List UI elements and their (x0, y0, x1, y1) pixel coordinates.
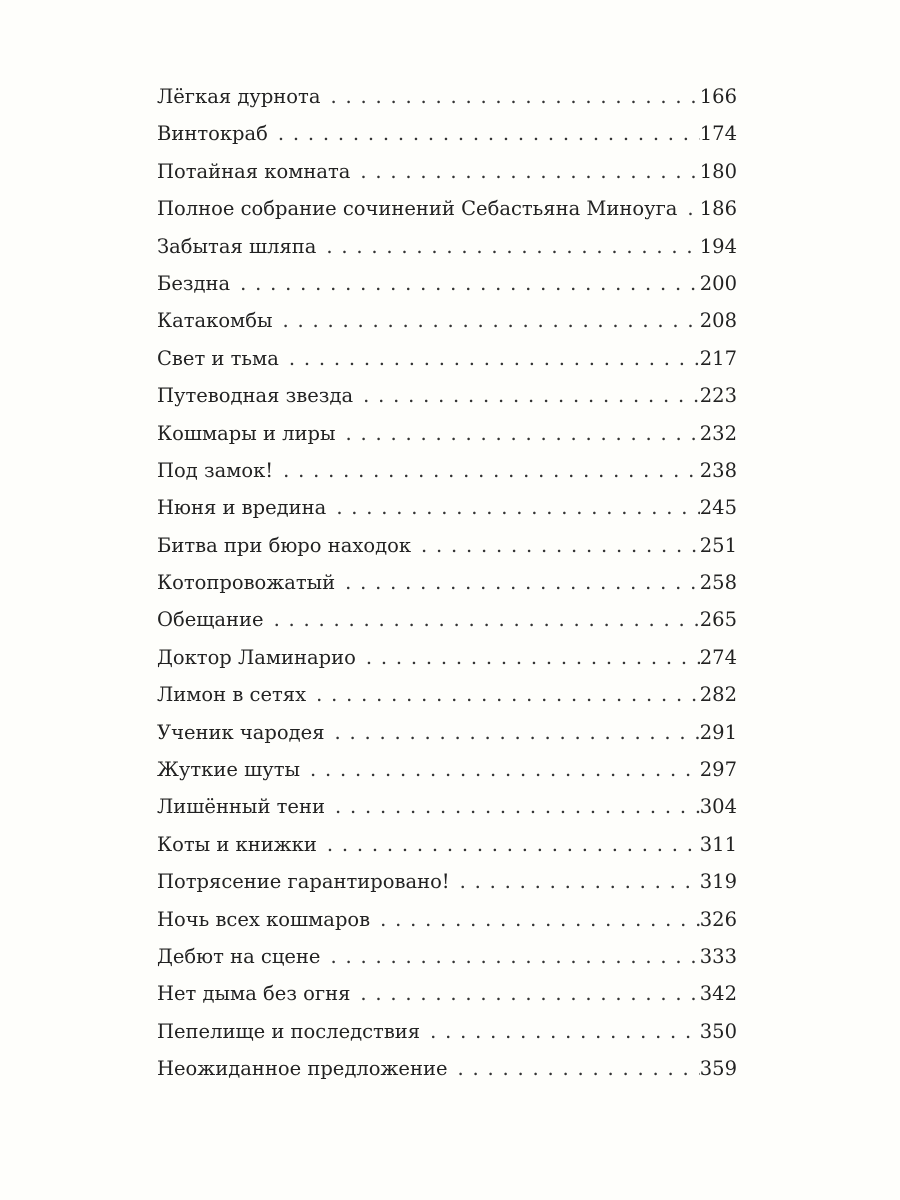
dot-leader (283, 452, 700, 489)
toc-entry-title: Винтокраб (157, 122, 268, 146)
dot-leader (330, 78, 699, 115)
dot-leader (460, 863, 700, 900)
dot-leader (421, 527, 700, 564)
dot-leader (240, 265, 700, 302)
dot-leader (360, 975, 699, 1012)
toc-entry-page-number: 194 (699, 234, 737, 258)
toc-entry-title: Битва при бюро находок (157, 533, 412, 557)
toc-entry-title: Доктор Ламинарио (157, 645, 356, 669)
dot-leader (363, 377, 700, 414)
dot-leader (366, 639, 700, 676)
dot-leader (687, 190, 699, 227)
toc-entry-page-number: 265 (699, 608, 737, 632)
toc-entry-page-number: 200 (699, 271, 737, 295)
toc-entry (157, 265, 737, 302)
toc-entry-title: Коты и книжки (157, 832, 317, 856)
toc-entry-title: Потайная комната (157, 159, 351, 183)
toc-entry-page-number: 342 (699, 982, 737, 1006)
toc-entry-page-number: 186 (699, 197, 737, 221)
toc-entry-title: Полное собрание сочинений Себастьяна Миноуга (157, 197, 678, 221)
toc-entry (157, 302, 737, 339)
toc-entry-title: Лёгкая дурнота (157, 85, 321, 108)
dot-leader (289, 340, 700, 377)
toc-entry-title: Ученик чародея (157, 720, 325, 744)
dot-leader (458, 1050, 700, 1087)
toc-entry-page-number: 174 (699, 122, 737, 146)
toc-entry-title: Неожиданное предложение (157, 1057, 448, 1081)
dot-leader (335, 714, 700, 751)
toc-entry (157, 190, 737, 227)
toc-entry-page-number: 232 (699, 421, 737, 445)
toc-entry (157, 601, 737, 638)
dot-leader (278, 115, 700, 152)
dot-leader (360, 153, 699, 190)
dot-leader (316, 676, 700, 713)
toc-entry-page-number: 297 (699, 758, 737, 782)
toc-entry-page-number: 282 (699, 683, 737, 707)
toc-entry-page-number: 311 (699, 832, 737, 856)
toc-entry-page-number: 359 (699, 1057, 737, 1081)
toc-entry (157, 639, 737, 676)
toc-entry (157, 452, 737, 489)
toc-entry-page-number: 166 (699, 85, 737, 108)
toc-entry-page-number: 326 (699, 907, 737, 931)
dot-leader (380, 901, 700, 938)
toc-entry (157, 1050, 737, 1087)
toc-entry-title: Обещание (157, 608, 264, 632)
toc-entry (157, 228, 737, 265)
dot-leader (327, 826, 700, 863)
toc-entry-page-number: 291 (699, 720, 737, 744)
toc-entry-title: Жуткие шуты (157, 758, 301, 782)
toc-entry (157, 826, 737, 863)
toc-entry (157, 751, 737, 788)
dot-leader (430, 1013, 700, 1050)
toc-entry (157, 938, 737, 975)
dot-leader (345, 564, 700, 601)
toc-entry-title: Нет дыма без огня (157, 982, 351, 1006)
toc-entry (157, 340, 737, 377)
dot-leader (326, 228, 699, 265)
toc-entry (157, 714, 737, 751)
dot-leader (346, 415, 700, 452)
toc-entry (157, 1013, 737, 1050)
toc-entry-page-number: 333 (699, 944, 737, 968)
toc-entry-page-number: 274 (699, 645, 737, 669)
toc-entry-page-number: 208 (699, 309, 737, 333)
toc-entry-page-number: 180 (699, 159, 737, 183)
table-of-contents (157, 78, 737, 1088)
toc-entry-page-number: 258 (699, 571, 737, 595)
toc-entry (157, 415, 737, 452)
toc-entry-title: Нюня и вредина (157, 496, 327, 520)
toc-entry (157, 788, 737, 825)
toc-entry (157, 377, 737, 414)
toc-entry-title: Потрясение гарантировано! (157, 870, 450, 894)
dot-leader (274, 601, 700, 638)
toc-entry-page-number: 223 (699, 384, 737, 408)
toc-entry-title: Свет и тьма (157, 346, 279, 370)
toc-entry-page-number: 217 (699, 346, 737, 370)
toc-entry-page-number: 304 (699, 795, 737, 819)
toc-entry (157, 901, 737, 938)
toc-entry (157, 115, 737, 152)
toc-entry-title: Лимон в сетях (157, 683, 307, 707)
toc-entry-title: Путеводная звезда (157, 384, 354, 408)
toc-entry-title: Бездна (157, 271, 231, 295)
toc-entry-page-number: 319 (699, 870, 737, 894)
toc-entry (157, 676, 737, 713)
toc-entry (157, 527, 737, 564)
toc-entry-page-number: 245 (699, 496, 737, 520)
dot-leader (330, 938, 699, 975)
toc-entry-title: Ночь всех кошмаров (157, 907, 371, 931)
toc-entry (157, 564, 737, 601)
toc-entry-title: Кошмары и лиры (157, 421, 336, 445)
dot-leader (310, 751, 700, 788)
toc-entry-title: Забытая шляпа (157, 234, 317, 258)
toc-entry-title: Пепелище и последствия (157, 1019, 421, 1043)
dot-leader (335, 788, 700, 825)
toc-entry (157, 153, 737, 190)
toc-entry-title: Катакомбы (157, 309, 273, 333)
toc-entry-page-number: 251 (699, 533, 737, 557)
toc-entry (157, 863, 737, 900)
toc-entry (157, 489, 737, 526)
dot-leader (283, 302, 700, 339)
dot-leader (336, 489, 699, 526)
toc-entry-page-number: 238 (699, 458, 737, 482)
toc-entry-title: Под замок! (157, 458, 274, 482)
toc-entry-page-number: 350 (699, 1019, 737, 1043)
toc-entry (157, 78, 737, 115)
toc-entry-title: Котопровожатый (157, 571, 336, 595)
toc-entry (157, 975, 737, 1012)
toc-entry-title: Дебют на сцене (157, 944, 321, 968)
toc-entry-title: Лишённый тени (157, 795, 325, 819)
